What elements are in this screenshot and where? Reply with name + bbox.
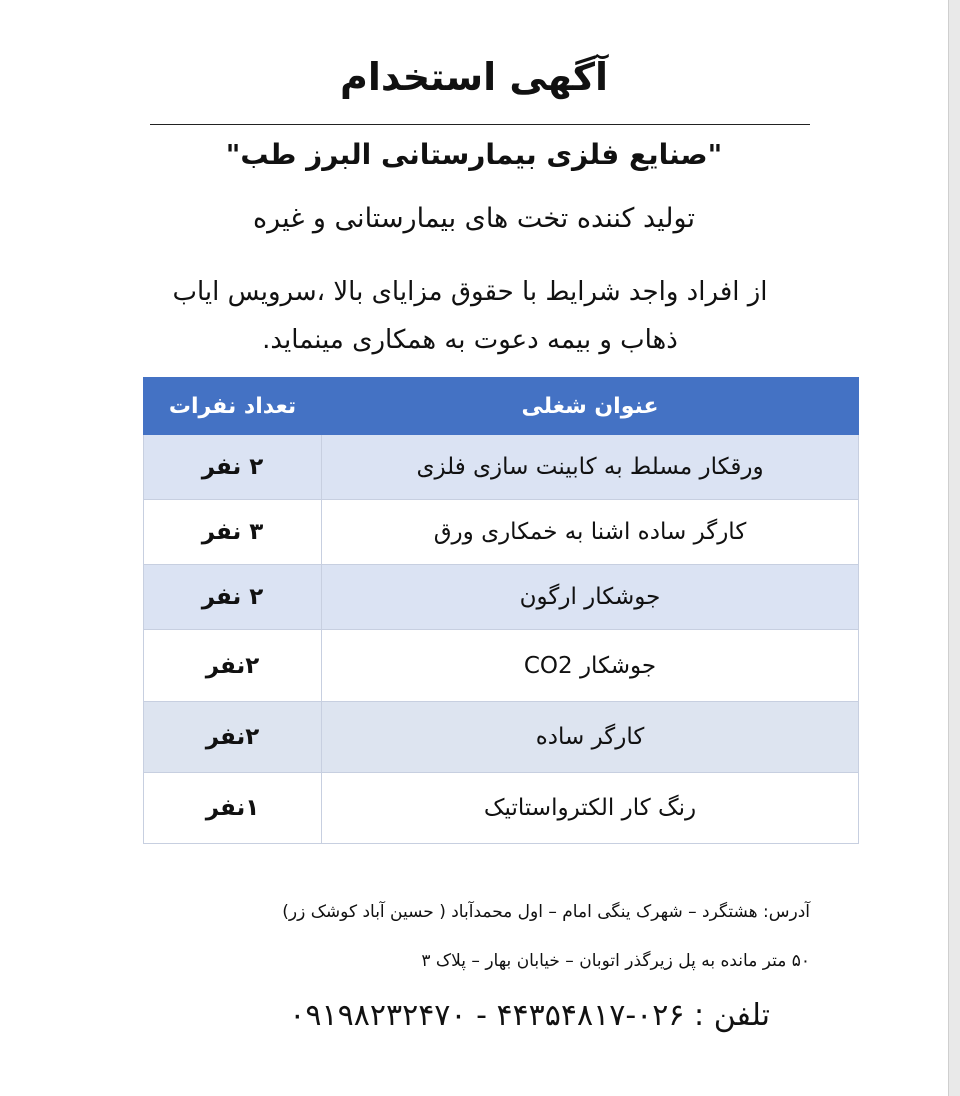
job-title-cell: ورقکار مسلط به کابینت سازی فلزی: [322, 435, 859, 500]
product-description: تولید کننده تخت های بیمارستانی و غیره: [253, 203, 695, 234]
headcount-cell: ۲ نفر: [144, 565, 322, 630]
headcount-cell: ۱نفر: [144, 773, 322, 844]
table-row: [144, 773, 859, 844]
job-title-cell: کارگر ساده اشنا به خمکاری ورق: [322, 500, 859, 565]
header-job-title: عنوان شغلی: [322, 378, 859, 435]
header-headcount: تعداد نفرات: [144, 378, 322, 435]
jobs-table: [143, 377, 859, 844]
table-row: [144, 630, 859, 702]
title-divider: [150, 124, 810, 125]
table-row: [144, 565, 859, 630]
headcount-cell: ۲نفر: [144, 630, 322, 702]
job-title-cell: کارگر ساده: [322, 702, 859, 773]
invitation-line-2: ذهاب و بیمه دعوت به همکاری مینماید.: [262, 325, 678, 355]
job-title-cell: جوشکار ارگون: [322, 565, 859, 630]
table-row: [144, 500, 859, 565]
headcount-cell: ۲ نفر: [144, 435, 322, 500]
phone-numbers: تلفن : ۰۲۶-۴۴۳۵۴۸۱۷ - ۰۹۱۹۸۲۳۲۴۷۰: [289, 998, 770, 1033]
headcount-cell: ۳ نفر: [144, 500, 322, 565]
address-line-1: آدرس: هشتگرد – شهرک ینگی امام – اول محمدآباد ( حسین آباد کوشک زر): [282, 902, 810, 922]
invitation-text: [150, 268, 790, 364]
table-row: [144, 435, 859, 500]
table-row: [144, 702, 859, 773]
job-title-cell: جوشکار CO2: [322, 630, 859, 702]
page-title: آگهی استخدام: [339, 55, 608, 99]
invitation-line-1: از افراد واجد شرایط با حقوق مزایای بالا ،سرویس ایاب: [172, 277, 768, 307]
job-title-cell: رنگ کار الکترواستاتیک: [322, 773, 859, 844]
table-header-row: [144, 378, 859, 435]
address-line-2: ۵۰ متر مانده به پل زیرگذر اتوبان – خیابان بهار – پلاک ۳: [421, 951, 810, 971]
headcount-cell: ۲نفر: [144, 702, 322, 773]
company-name: "صنایع فلزی بیمارستانی البرز طب": [225, 138, 723, 171]
